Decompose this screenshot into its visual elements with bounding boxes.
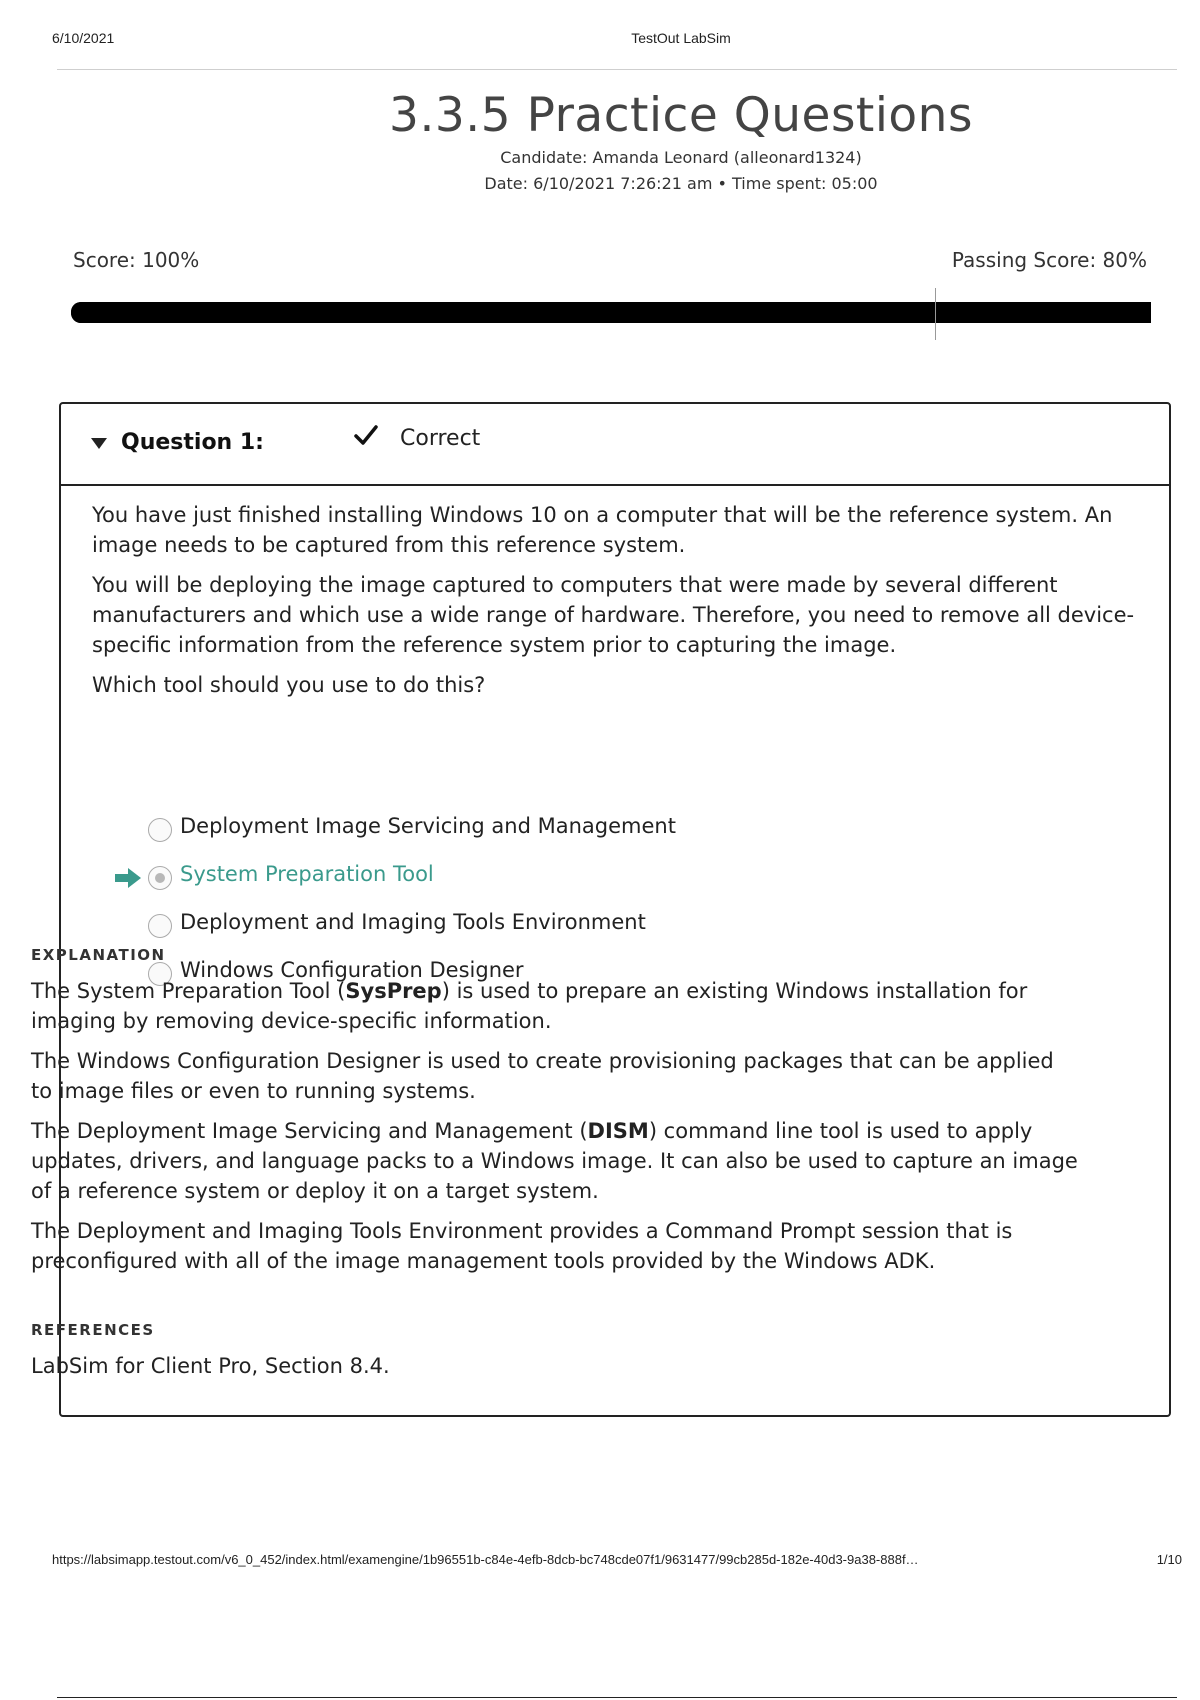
answer-label: Windows Configuration Designer: [180, 958, 524, 982]
passing-score-marker: [935, 288, 936, 340]
caret-down-icon[interactable]: [91, 438, 107, 449]
references-heading: REFERENCES: [31, 1321, 155, 1339]
answer-option[interactable]: [92, 906, 992, 946]
page-url: https://labsimapp.testout.com/v6_0_452/index.html/examengine/1b96551b-c84e-4efb-8dcb-bc748cde07f1/9631477/99cb285d-182e-40d3-9a38-888f…: [52, 1552, 919, 1567]
answer-option-selected[interactable]: [92, 858, 992, 898]
explanation-paragraph: The Deployment and Imaging Tools Environment provides a Command Prompt session that is preconfigured with all of the image management tools provided by the Windows ADK.: [31, 1219, 1013, 1273]
checkmark-icon: [353, 422, 379, 455]
references-section: [31, 1321, 1081, 1391]
question-prompt: Which tool should you use to do this?: [92, 673, 486, 697]
question-paragraph: You have just finished installing Windows 10 on a computer that will be the reference system. An image needs to be captured from this reference system.: [92, 503, 1113, 557]
score-label: Score: 100%: [73, 248, 200, 272]
explanation-paragraph: The Deployment Image Servicing and Management (DISM) command line tool is used to apply updates, drivers, and language packs to a Windows image. It can also be used to capture an image of a reference system or deploy it on a target system.: [31, 1119, 1078, 1203]
explanation-paragraph: The Windows Configuration Designer is used to create provisioning packages that can be applied to image files or even to running systems.: [31, 1049, 1054, 1103]
score-bar: [71, 302, 1151, 323]
explanation-paragraph: The System Preparation Tool (SysPrep) is used to prepare an existing Windows installation for imaging by removing device-specific information.: [31, 979, 1028, 1033]
header-divider: [57, 69, 1177, 70]
print-date: 6/10/2021: [52, 30, 115, 46]
bottom-divider: [57, 1697, 1177, 1698]
answer-radio-selected[interactable]: [148, 866, 172, 890]
print-app-name: TestOut LabSim: [631, 30, 731, 46]
answer-label: Deployment and Imaging Tools Environment: [180, 910, 646, 934]
question-title: Question 1:: [121, 430, 264, 455]
page-title: 3.3.5 Practice Questions: [389, 88, 973, 143]
score-bar-fill: [71, 302, 1151, 323]
date-time-info: Date: 6/10/2021 7:26:21 am • Time spent: 05:00: [484, 174, 878, 193]
page-number: 1/10: [1156, 1552, 1182, 1567]
answer-label-correct: System Preparation Tool: [180, 862, 434, 886]
answer-label: Deployment Image Servicing and Management: [180, 814, 676, 838]
answer-radio[interactable]: [148, 818, 172, 842]
reference-text: LabSim for Client Pro, Section 8.4.: [31, 1354, 390, 1378]
explanation-section: [31, 946, 1081, 1286]
answer-radio[interactable]: [148, 914, 172, 938]
right-arrow-icon: [114, 867, 142, 889]
answer-option[interactable]: [92, 810, 992, 850]
explanation-heading: EXPLANATION: [31, 946, 166, 964]
question-paragraph: You will be deploying the image captured to computers that were made by several different manufacturers and which use a wide range of hardware. Therefore, you need to remove all device-specific information from the reference system prior to capturing the image.: [92, 573, 1135, 657]
candidate-info: Candidate: Amanda Leonard (alleonard1324): [500, 148, 862, 167]
question-status: Correct: [400, 426, 481, 451]
passing-score-label: Passing Score: 80%: [951, 248, 1147, 272]
print-header: [0, 30, 1200, 50]
question-header[interactable]: [61, 404, 1169, 486]
